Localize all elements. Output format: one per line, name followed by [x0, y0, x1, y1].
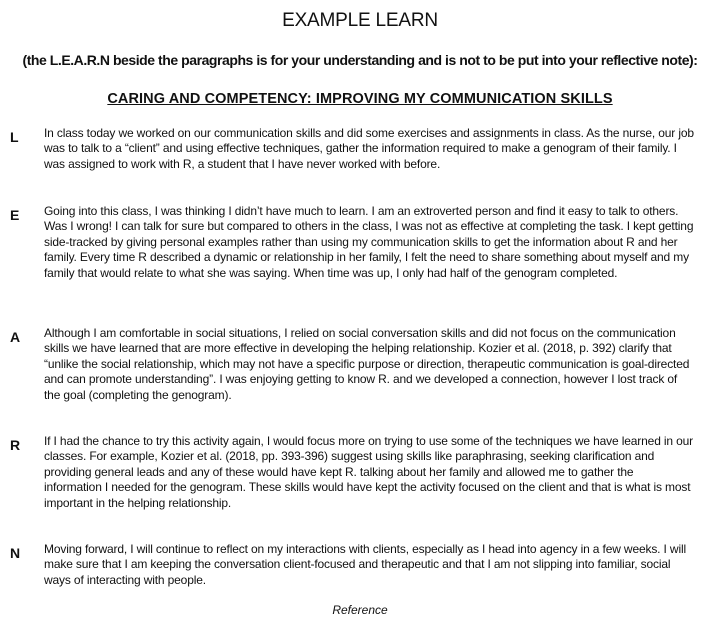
- learn-letter: R: [10, 437, 21, 453]
- instruction-note: (the L.E.A.R.N beside the paragraphs is for your understanding and is not to be put into your reflective note):: [22, 52, 698, 68]
- learn-paragraph: Although I am comfortable in social situations, I relied on social conversation skills and did not focus on the communication skills we have learned that are more effective in developing the helping relationship. Kozier et al. (2018, p. 392) clarify that “unlike the social relationship, which may not have a specific purpose or direction, therapeutic communication is goal-directed and can promote understanding”. I was enjoying getting to know R. and we developed a connection, however I lost track of the goal (completing the genogram).: [44, 326, 690, 402]
- section-heading: [0, 90, 720, 108]
- learn-paragraph: Moving forward, I will continue to reflect on my interactions with clients, especially as I head into agency in a few weeks. I will make sure that I am keeping the conversation client-focused and therapeutic and that I am not slipping into familiar, social ways of interacting with people.: [44, 542, 686, 587]
- learn-paragraph: If I had the chance to try this activity again, I would focus more on trying to use some of the techniques we have learned in our classes. For example, Kozier et al. (2018, pp. 393-396) suggest using skills like paraphrasing, seeking clarification and providing general leads and any of these would have kept R. talking about her family and allowed me to gather the information I needed for the genogram. These skills would have kept the activity focused on the client and that is what is most important in the helping relationship.: [44, 434, 694, 510]
- learn-letter: N: [10, 545, 21, 561]
- learn-paragraph: Going into this class, I was thinking I didn’t have much to learn. I am an extroverted person and find it easy to talk to others. Was I wrong! I can talk for sure but compared to others in the class, I was not as effective at completing the task. I kept getting side-tracked by giving personal examples rather than using my communication skills to get the information about R and her family. Every time R described a dynamic or relationship in her family, I felt the need to share something about myself and my family that would relate to what she was saying. When time was up, I only had half of the genogram completed.: [44, 204, 694, 280]
- learn-letter: A: [10, 329, 21, 345]
- section-heading-text: CARING AND COMPETENCY: IMPROVING MY COMMUNICATION SKILLS: [107, 91, 613, 107]
- learn-letter: L: [10, 129, 19, 145]
- reference-heading: Reference: [332, 603, 388, 617]
- learn-letter: E: [10, 207, 20, 223]
- document-title: EXAMPLE LEARN: [282, 10, 438, 31]
- learn-paragraph: In class today we worked on our communication skills and did some exercises and assignments in class. As the nurse, our job was to talk to a “client” and using effective techniques, gather the information required to make a genogram of their family. I was assigned to work with R, a student that I have never worked with before.: [44, 126, 694, 171]
